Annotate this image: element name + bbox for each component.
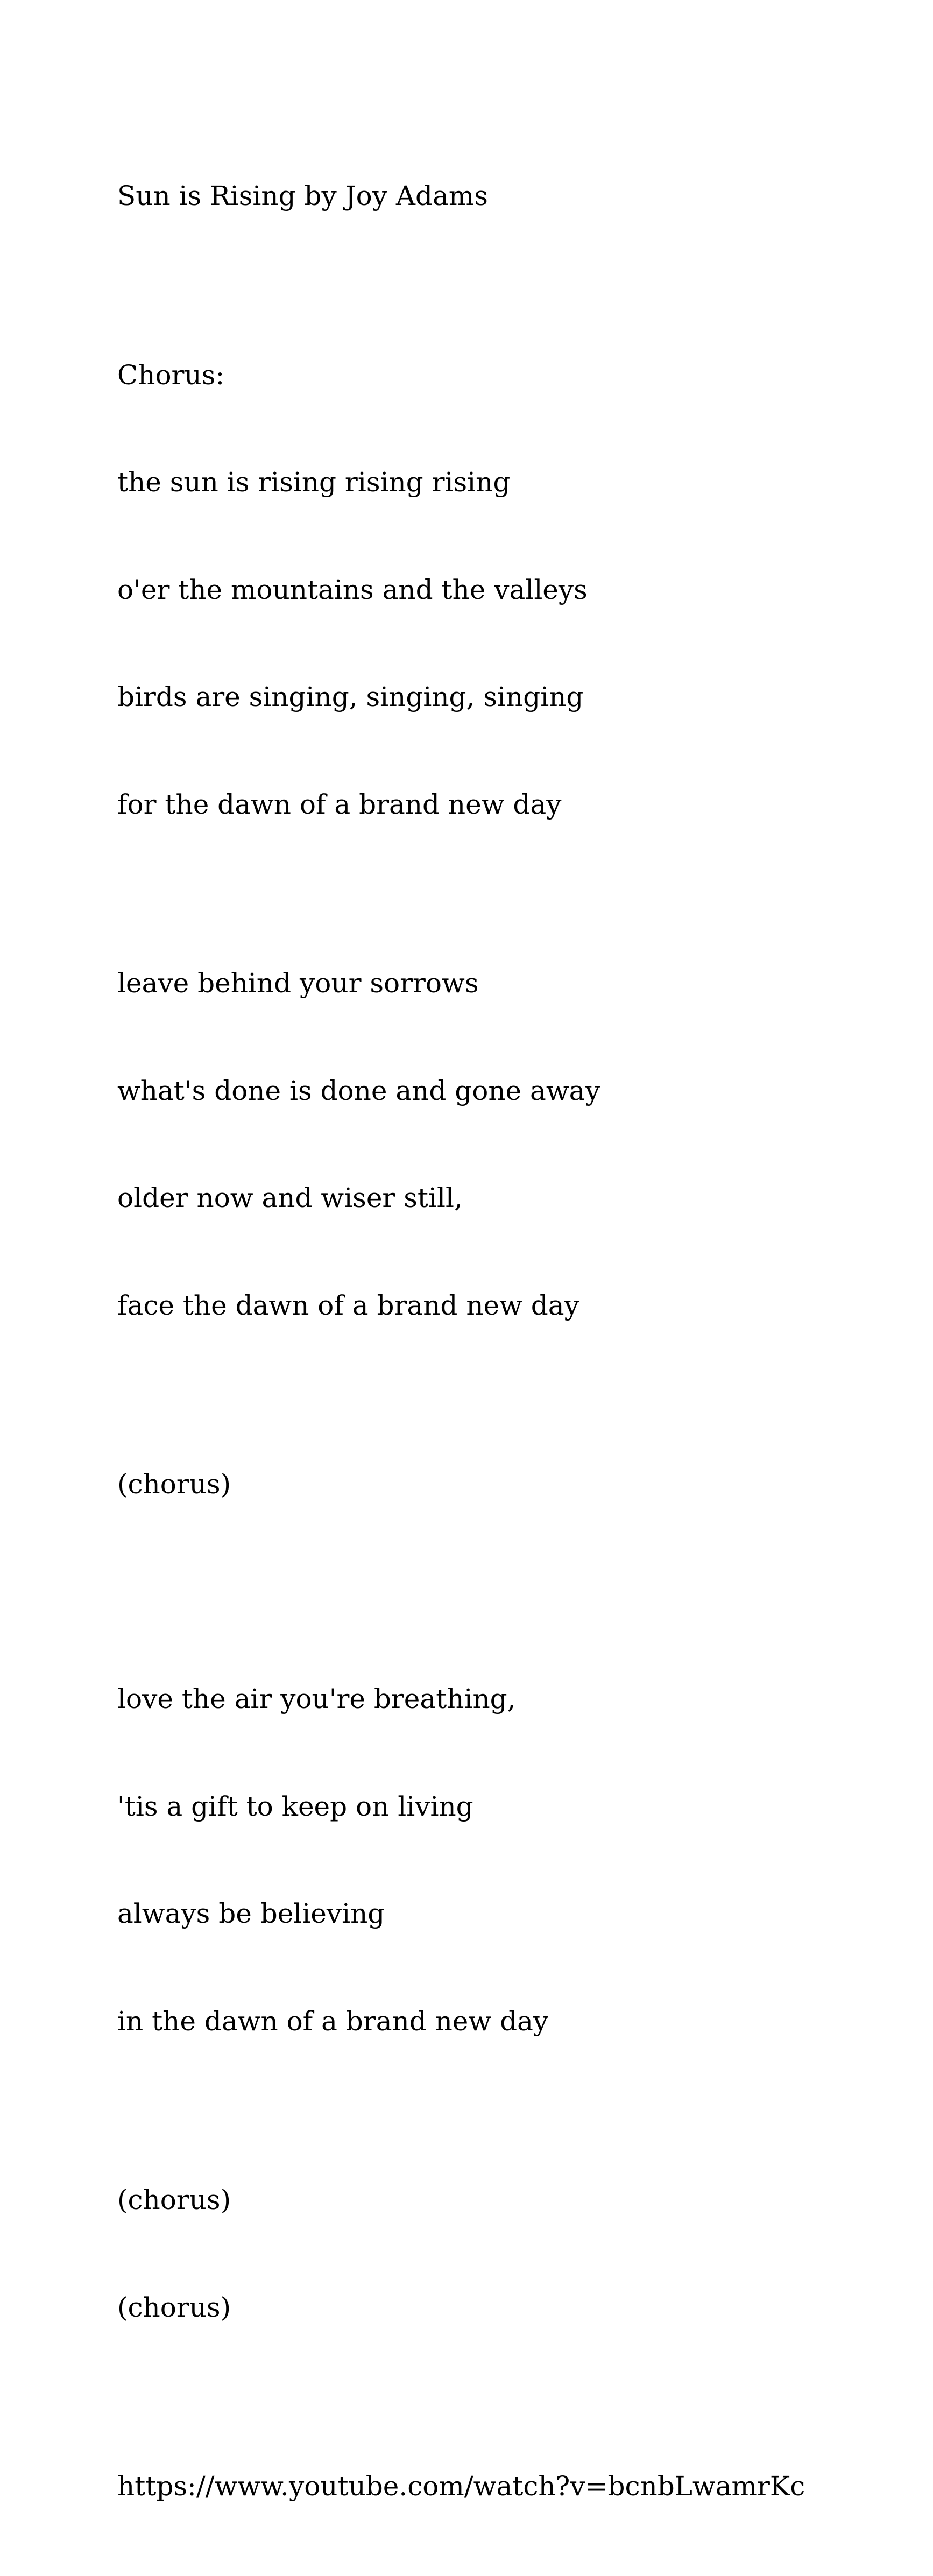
youtube-link: https://www.youtube.com/watch?v=bcnbLwamrKc xyxy=(117,2471,805,2502)
verse-line: leave behind your sorrows xyxy=(117,968,479,999)
chorus-reference: (chorus) xyxy=(117,2184,231,2215)
verse-line: older now and wiser still, xyxy=(117,1182,463,1213)
verse-line: love the air you're breathing, xyxy=(117,1683,516,1714)
verse-line: always be believing xyxy=(117,1898,385,1929)
chorus-line: birds are singing, singing, singing xyxy=(117,681,584,712)
chorus-label: Chorus: xyxy=(117,359,225,391)
chorus-reference: (chorus) xyxy=(117,2291,231,2323)
verse-line: in the dawn of a brand new day xyxy=(117,2005,549,2037)
verse-line: face the dawn of a brand new day xyxy=(117,1289,579,1321)
verse-line: what's done is done and gone away xyxy=(117,1075,600,1106)
chorus-line: o'er the mountains and the valleys xyxy=(117,574,588,605)
chorus-reference: (chorus) xyxy=(117,1469,231,1500)
chorus-line: the sun is rising rising rising xyxy=(117,467,511,498)
chorus-line: for the dawn of a brand new day xyxy=(117,788,562,820)
verse-line: 'tis a gift to keep on living xyxy=(117,1790,473,1822)
song-title: Sun is Rising by Joy Adams xyxy=(117,180,488,211)
lyrics-text xyxy=(117,107,881,2576)
